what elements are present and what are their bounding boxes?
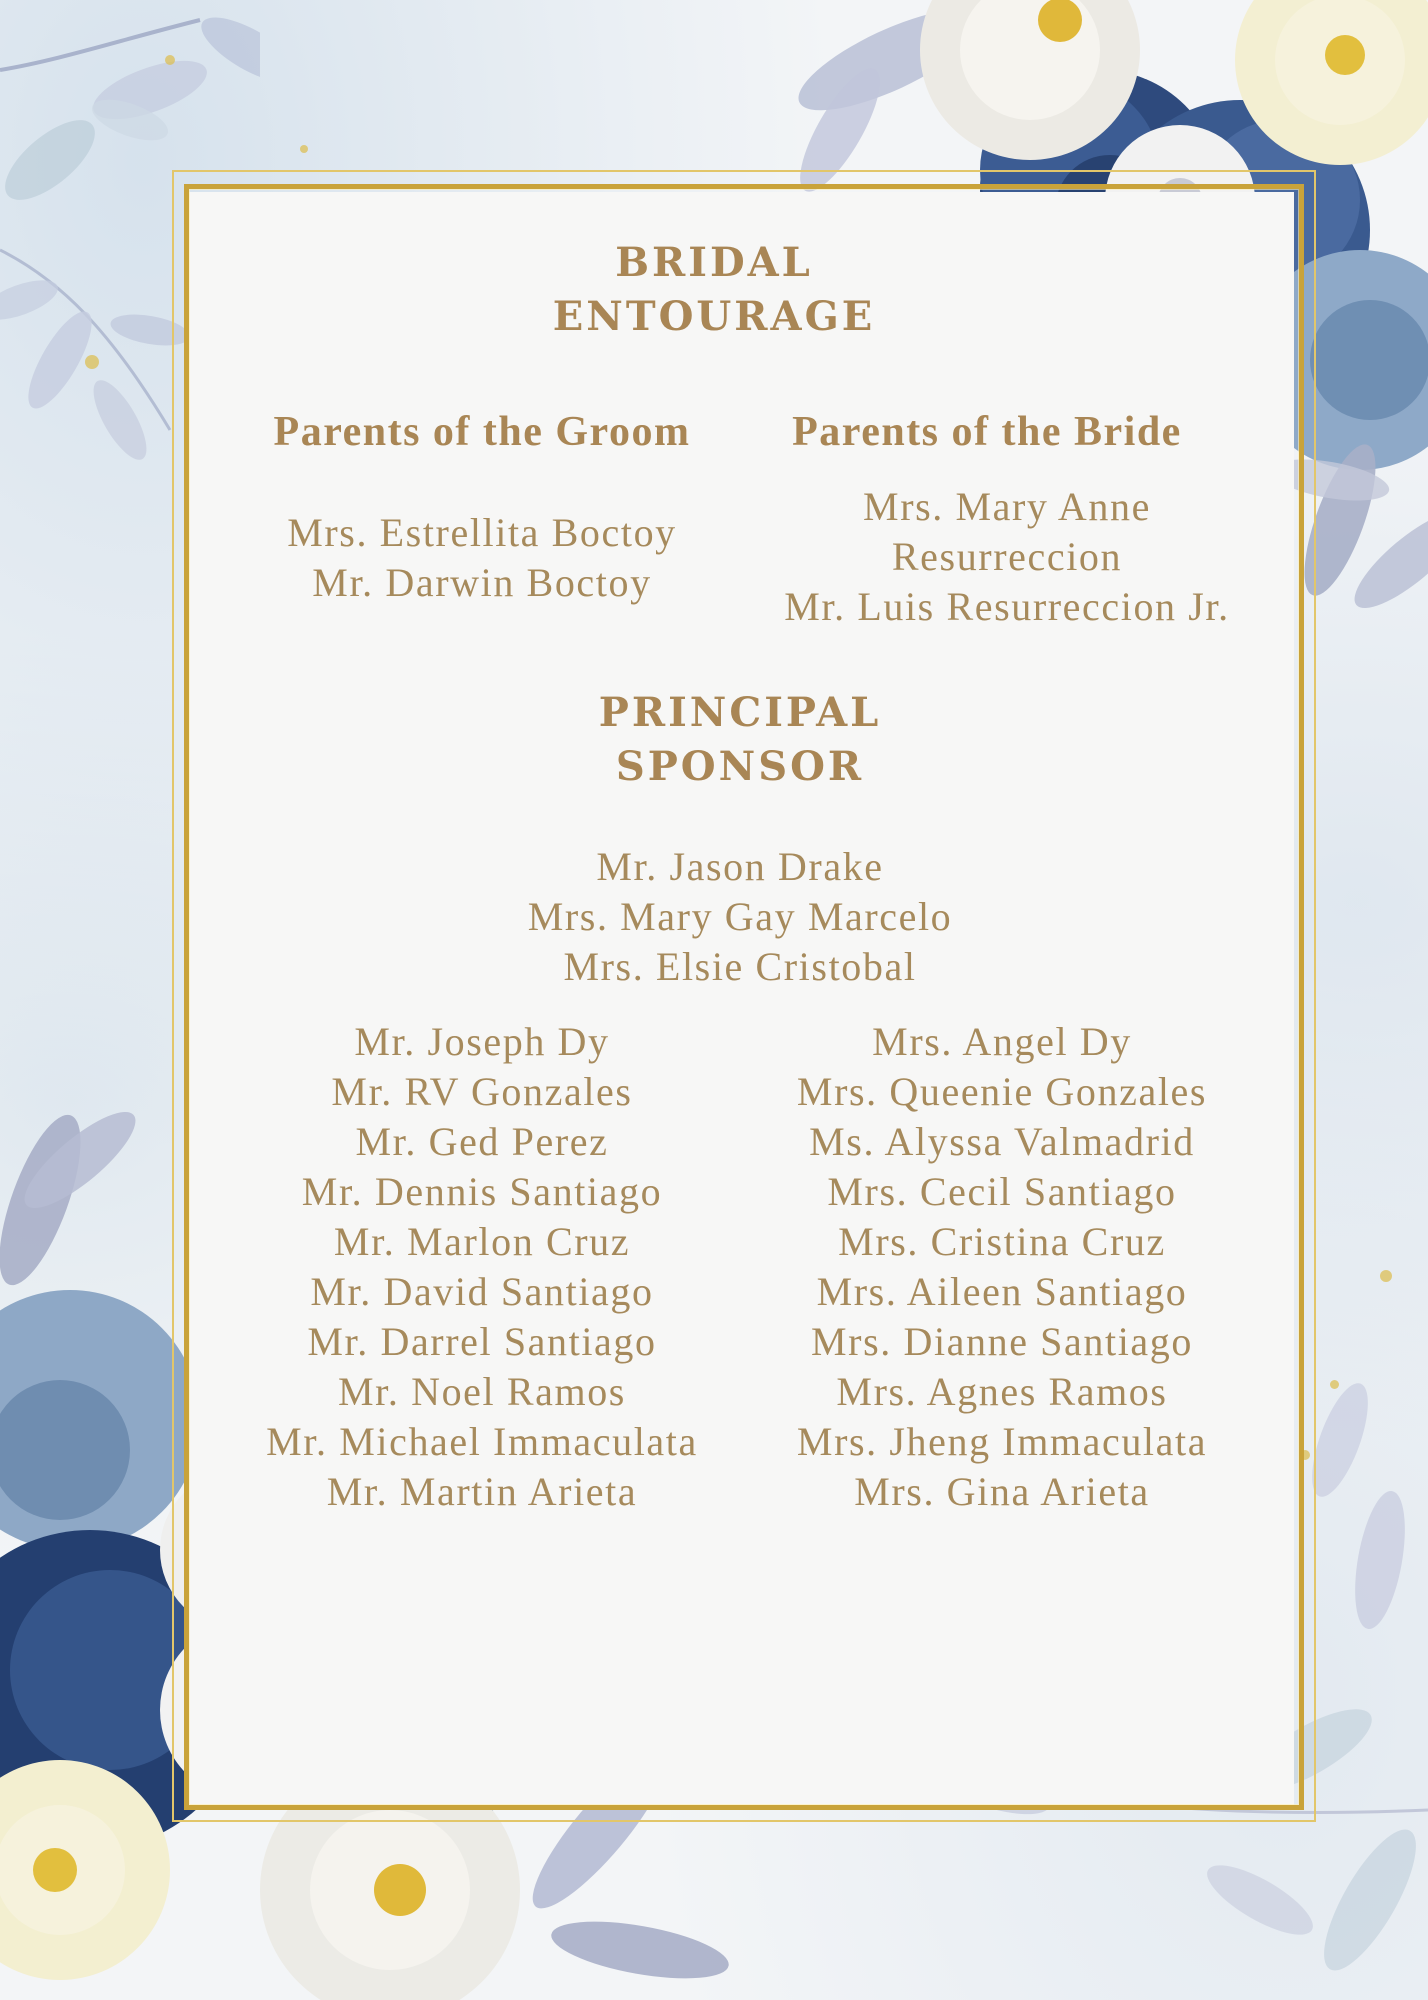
list-item: Mrs. Aileen Santiago: [816, 1269, 1188, 1314]
list-item: Mrs. Mary Gay Marcelo: [527, 894, 953, 939]
list-item: Mrs. Agnes Ramos: [836, 1369, 1168, 1414]
list-item: Mrs. Queenie Gonzales: [796, 1069, 1208, 1114]
list-item: Mrs. Dianne Santiago: [811, 1319, 1193, 1364]
list-item: Mrs. Estrellita Boctoy: [287, 510, 677, 555]
featured-sponsors-list: [440, 842, 1040, 992]
sponsor-heading-line-2: SPONSOR: [615, 743, 865, 790]
list-item: Mrs. Gina Arieta: [854, 1469, 1150, 1514]
sponsors-right-column: [742, 1017, 1262, 1517]
sponsors-left-column: [222, 1017, 742, 1517]
list-item: Mrs. Cristina Cruz: [838, 1219, 1166, 1264]
groom-parents-list: [232, 508, 732, 608]
page-title: [464, 236, 964, 344]
gold-fleck: [300, 145, 308, 153]
title-line-1: BRIDAL: [615, 239, 813, 286]
list-item: Mrs. Angel Dy: [872, 1019, 1132, 1064]
list-item: Mr. David Santiago: [310, 1269, 654, 1314]
list-item: Mr. Darrel Santiago: [307, 1319, 657, 1364]
list-item: Mrs. Jheng Immaculata: [796, 1419, 1208, 1464]
list-item: Ms. Alyssa Valmadrid: [809, 1119, 1195, 1164]
gold-fleck: [1330, 1380, 1339, 1389]
list-item: Mr. Darwin Boctoy: [312, 560, 652, 605]
bride-parents-heading: Parents of the Bride: [792, 409, 1182, 455]
list-item: Mr. Noel Ramos: [338, 1369, 626, 1414]
list-item: Mr. Luis Resurreccion Jr.: [784, 584, 1230, 629]
gold-fleck: [165, 55, 175, 65]
list-item: Mrs. Mary Anne: [863, 484, 1151, 529]
title-line-2: ENTOURAGE: [552, 293, 876, 340]
list-item: Mrs. Cecil Santiago: [827, 1169, 1177, 1214]
sponsor-heading-line-1: PRINCIPAL: [598, 689, 882, 736]
principal-sponsor-heading: [490, 686, 990, 794]
list-item: Resurreccion: [891, 534, 1123, 579]
list-item: Mr. Marlon Cruz: [333, 1219, 631, 1264]
list-item: Mr. Joseph Dy: [354, 1019, 610, 1064]
gold-fleck: [85, 355, 99, 369]
list-item: Mr. Martin Arieta: [326, 1469, 638, 1514]
groom-parents-heading: Parents of the Groom: [273, 409, 691, 455]
list-item: Mr. Michael Immaculata: [266, 1419, 698, 1464]
list-item: Mrs. Elsie Cristobal: [563, 944, 917, 989]
list-item: Mr. Dennis Santiago: [301, 1169, 663, 1214]
gold-fleck: [1380, 1270, 1392, 1282]
list-item: Mr. Ged Perez: [355, 1119, 609, 1164]
list-item: Mr. RV Gonzales: [331, 1069, 633, 1114]
list-item: Mr. Jason Drake: [596, 844, 884, 889]
bride-parents-list: [737, 482, 1277, 632]
